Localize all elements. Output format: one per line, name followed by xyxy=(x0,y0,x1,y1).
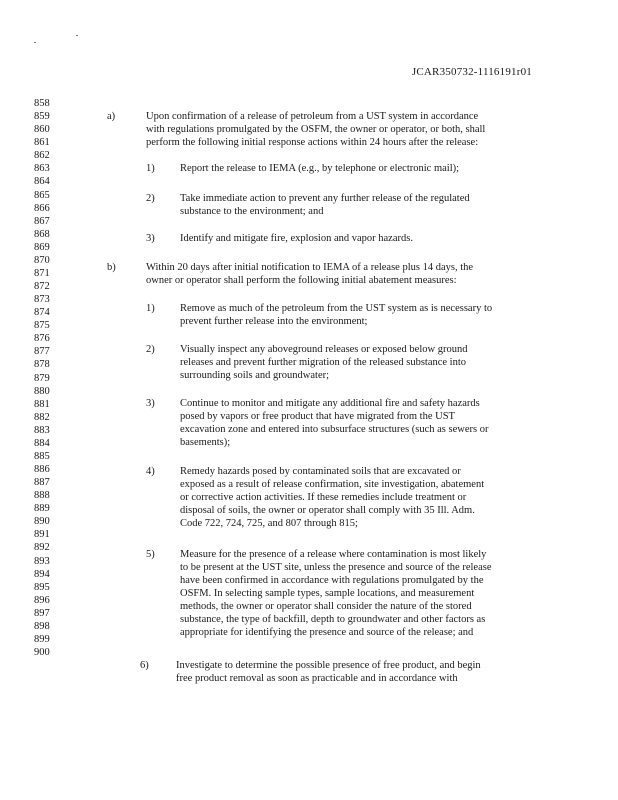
item-b6-line: Investigate to determine the possible presence of free product, and begin xyxy=(176,660,481,671)
line-number: 898 xyxy=(34,620,50,632)
item-b5-line: substance, the type of backfill, depth to groundwater and other factors as xyxy=(180,614,486,625)
scan-speck xyxy=(76,35,78,36)
line-number: 881 xyxy=(34,398,50,410)
line-number: 870 xyxy=(34,254,50,266)
line-number: 891 xyxy=(34,529,50,541)
item-a2-label: 2) xyxy=(146,193,155,204)
line-number: 892 xyxy=(34,542,50,554)
item-b4-label: 4) xyxy=(146,466,155,477)
item-b4-line: exposed as a result of release confirmation, site investigation, abatement xyxy=(180,479,485,490)
line-number: 880 xyxy=(34,385,50,397)
item-b6-line: free product removal as soon as practicable and in accordance with xyxy=(176,673,458,684)
item-b1-line: Remove as much of the petroleum from the UST system as is necessary to xyxy=(180,303,493,314)
line-number: 885 xyxy=(34,450,50,462)
section-b-line: owner or operator shall perform the following initial abatement measures: xyxy=(146,275,457,286)
section-a-label: a) xyxy=(107,111,116,122)
line-number: 871 xyxy=(34,267,50,279)
line-number: 886 xyxy=(34,464,50,475)
line-number: 858 xyxy=(34,98,50,109)
line-number: 884 xyxy=(34,437,50,449)
section-a-line: perform the following initial response actions within 24 hours after the release: xyxy=(146,137,479,148)
line-number: 868 xyxy=(34,228,50,240)
line-number: 864 xyxy=(34,176,50,188)
line-number: 863 xyxy=(34,163,50,175)
line-number: 869 xyxy=(34,241,50,253)
item-b5-line: have been confirmed in accordance with regulations promulgated by the xyxy=(180,575,484,586)
item-b3-line: basements); xyxy=(180,437,231,448)
line-number: 876 xyxy=(34,333,50,345)
item-b3-line: posed by vapors or free product that have migrated from the UST xyxy=(180,411,455,422)
line-number: 873 xyxy=(34,294,50,306)
line-number: 861 xyxy=(34,137,50,149)
item-b2-line: surrounding soils and groundwater; xyxy=(180,370,330,381)
item-b2-line: releases and prevent further migration of the released substance into xyxy=(180,357,467,368)
line-number: 893 xyxy=(34,555,50,567)
item-b5-line: methods, the owner or operator shall consider the nature of the stored xyxy=(180,601,472,612)
item-b1-label: 1) xyxy=(146,303,155,314)
line-number: 900 xyxy=(34,646,50,658)
line-number: 865 xyxy=(34,189,50,201)
item-a3-label: 3) xyxy=(146,233,155,244)
section-b-label: b) xyxy=(107,262,116,273)
scan-speck xyxy=(34,42,36,43)
line-number: 889 xyxy=(34,503,50,515)
item-b4-line: or corrective action activities. If these remedies include treatment or xyxy=(180,492,467,503)
line-number: 877 xyxy=(34,346,50,358)
item-a2-line: Take immediate action to prevent any further release of the regulated xyxy=(180,193,470,204)
item-b5-line: to be present at the UST site, unless the presence and source of the release xyxy=(180,562,492,573)
line-number: 860 xyxy=(34,124,50,136)
item-a1-line: Report the release to IEMA (e.g., by telephone or electronic mail); xyxy=(180,163,460,174)
line-number: 888 xyxy=(34,490,50,502)
line-number: 875 xyxy=(34,320,50,332)
line-number: 899 xyxy=(34,633,50,645)
item-a1-label: 1) xyxy=(146,163,155,174)
item-b5-line: OSFM. In selecting sample types, sample locations, and measurement xyxy=(180,588,475,599)
line-number: 862 xyxy=(34,150,50,162)
line-number: 883 xyxy=(34,424,50,436)
line-number: 882 xyxy=(34,411,50,423)
line-number: 874 xyxy=(34,307,50,319)
line-number: 879 xyxy=(34,372,50,384)
item-b4-line: disposal of soils, the owner or operator shall comply with 35 Ill. Adm. xyxy=(180,505,475,516)
item-b4-line: Code 722, 724, 725, and 807 through 815; xyxy=(180,518,358,529)
line-number: 887 xyxy=(34,477,50,488)
line-number: 895 xyxy=(34,581,50,593)
line-number: 897 xyxy=(34,607,50,619)
item-a3-line: Identify and mitigate fire, explosion and vapor hazards. xyxy=(180,233,413,244)
line-number: 894 xyxy=(34,568,50,580)
line-number: 867 xyxy=(34,215,50,227)
item-b3-line: Continue to monitor and mitigate any additional fire and safety hazards xyxy=(180,398,480,409)
line-number: 866 xyxy=(34,202,50,214)
line-number: 872 xyxy=(34,281,50,292)
line-number: 896 xyxy=(34,594,50,606)
item-a2-line: substance to the environment; and xyxy=(180,206,324,217)
item-b3-label: 3) xyxy=(146,398,155,409)
item-b2-line: Visually inspect any aboveground releases or exposed below ground xyxy=(180,344,468,355)
line-number: 859 xyxy=(34,111,50,123)
item-b5-line: Measure for the presence of a release where contamination is most likely xyxy=(180,549,487,560)
item-b4-line: Remedy hazards posed by contaminated soils that are excavated or xyxy=(180,466,461,477)
section-b-line: Within 20 days after initial notification to IEMA of a release plus 14 days, the xyxy=(146,262,474,273)
item-b3-line: excavation zone and entered into subsurface structures (such as sewers or xyxy=(180,424,489,435)
line-number: 890 xyxy=(34,516,50,528)
document-id: JCAR350732-1116191r01 xyxy=(411,66,532,78)
item-b5-line: appropriate for identifying the presence and source of the release; and xyxy=(180,627,474,638)
item-b5-label: 5) xyxy=(146,549,155,560)
item-b2-label: 2) xyxy=(146,344,155,355)
item-b1-line: prevent further release into the environment; xyxy=(180,316,368,327)
section-a-line: with regulations promulgated by the OSFM, the owner or operator, or both, shall xyxy=(146,124,486,135)
item-b6-label: 6) xyxy=(140,660,149,671)
section-a-line: Upon confirmation of a release of petroleum from a UST system in accordance xyxy=(146,111,479,122)
line-number: 878 xyxy=(34,359,50,371)
